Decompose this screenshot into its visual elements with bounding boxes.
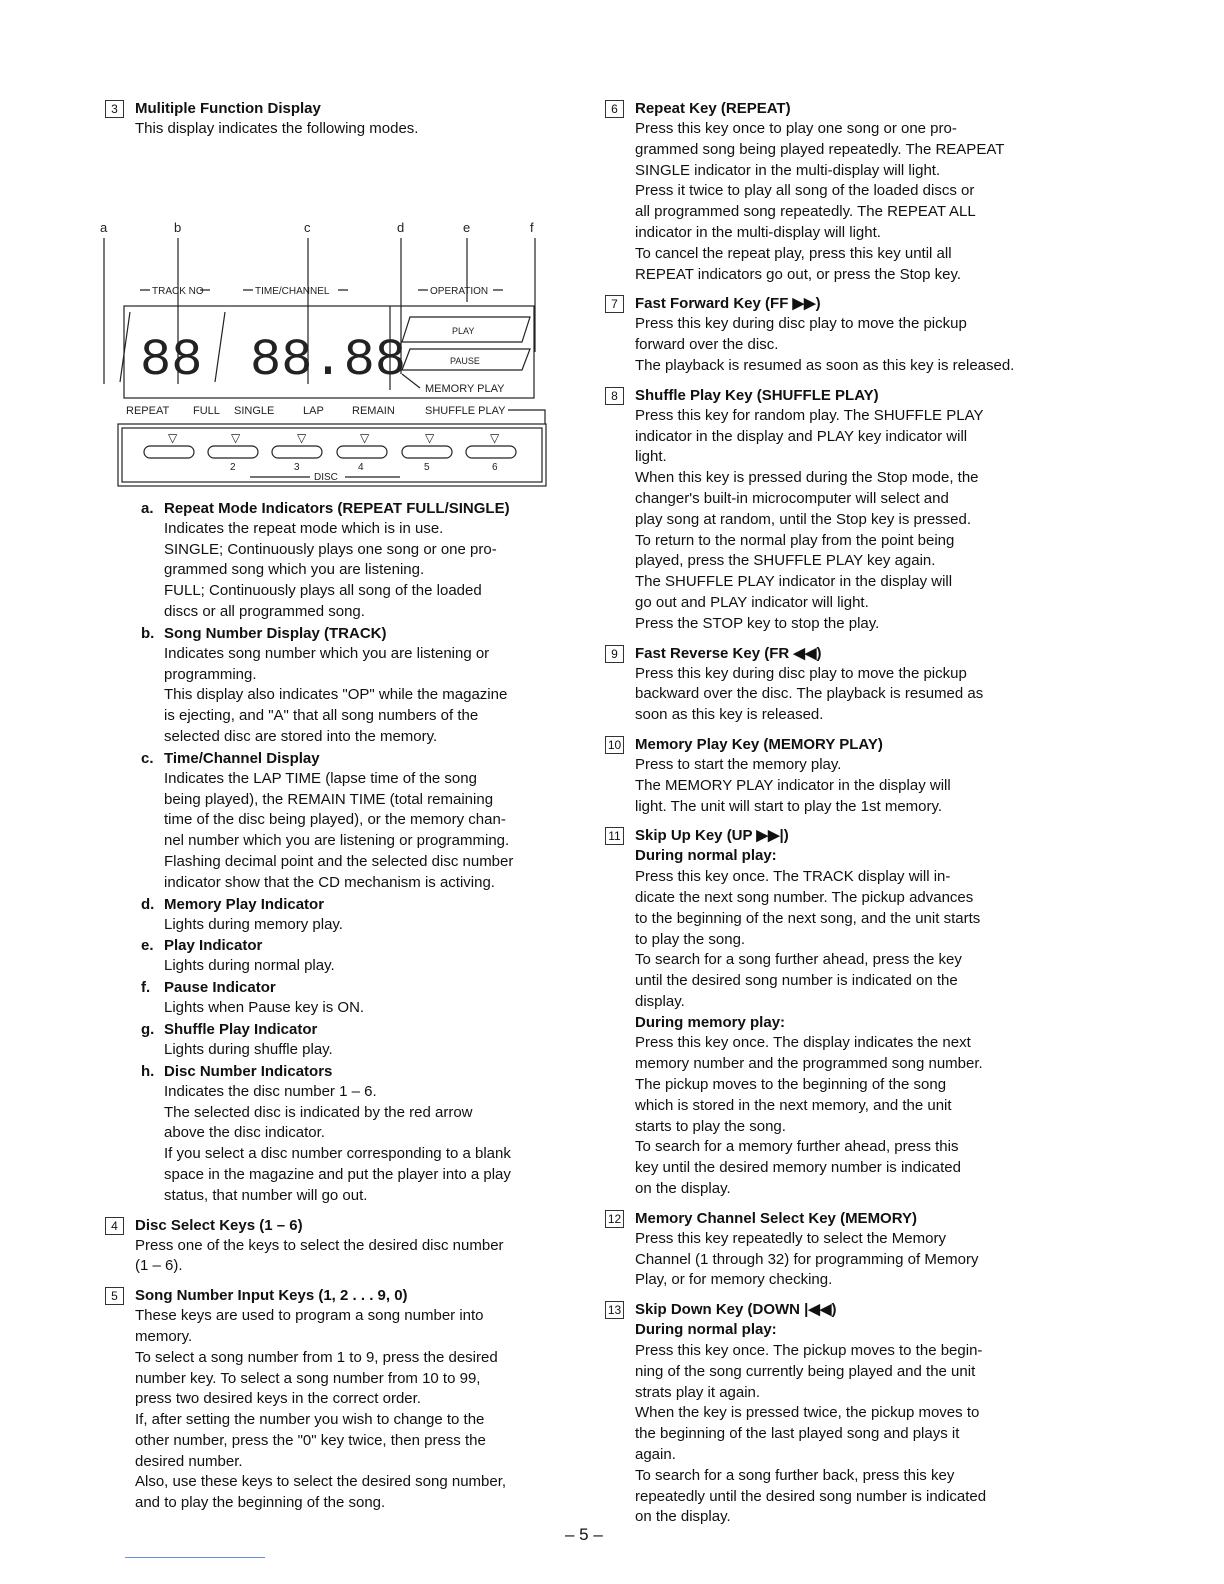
body-text-line: The SHUFFLE PLAY indicator in the display will (635, 573, 953, 591)
indicator-text-line: being played), the REMAIN TIME (total remaining (164, 790, 494, 808)
body-text-line: memory. (135, 1327, 193, 1345)
section-title: Memory Channel Select Key (MEMORY) (635, 1209, 918, 1227)
body-text-line: on the display. (635, 1180, 731, 1198)
section-6-heading (605, 98, 1065, 119)
body-text-line: press two desired keys in the correct order. (135, 1390, 421, 1408)
indicator-title: Song Number Display (TRACK) (164, 624, 387, 642)
body-text-line: Press this key for random play. The SHUFFLE PLAY (635, 406, 984, 424)
section-8-heading (605, 385, 1065, 406)
body-text-line: on the display. (635, 1508, 731, 1526)
disc-arrow-5: ▽ (425, 430, 435, 445)
disc-arrow-2: ▽ (231, 430, 241, 445)
section-title: Mulitiple Function Display (135, 100, 321, 117)
indicator-text-line: time of the disc being played), or the memory chan- (164, 811, 506, 829)
indicator-item-heading (141, 1019, 575, 1040)
section-title: Song Number Input Keys (1, 2 . . . 9, 0) (135, 1287, 408, 1305)
section-number-box: 6 (605, 100, 624, 118)
label-track-no: TRACK NO (152, 285, 204, 297)
section-12-heading (605, 1208, 1065, 1229)
indicator-item-heading (141, 977, 575, 998)
indicator-title: Pause Indicator (164, 979, 276, 997)
indicator-item-heading (141, 748, 575, 769)
indicator-title: Play Indicator (164, 937, 263, 955)
section-4-body (105, 1236, 575, 1278)
subheading-line: During normal play: (635, 847, 777, 865)
indicator-text-line: programming. (164, 665, 257, 683)
body-text-line: These keys are used to program a song number into (135, 1307, 484, 1325)
section-5-heading (105, 1285, 575, 1306)
section-gap (605, 817, 1065, 825)
indicator-text-line: space in the magazine and put the player into a play (164, 1165, 511, 1183)
body-text-line: Also, use these keys to select the desired song number, (135, 1473, 507, 1491)
display-diagram (100, 152, 560, 492)
section-number-box: 12 (605, 1210, 624, 1228)
body-text-line: REPEAT indicators go out, or press the Stop key. (635, 265, 961, 283)
label-shuffle-play: SHUFFLE PLAY (425, 404, 506, 417)
section-gap (605, 1200, 1065, 1208)
indicator-text-line: discs or all programmed song. (164, 602, 365, 620)
indicator-text-line: Indicates the repeat mode which is in use. (164, 519, 444, 537)
section-title: Shuffle Play Key (SHUFFLE PLAY) (635, 386, 879, 404)
body-text-line: The playback is resumed as soon as this key is released. (635, 356, 1015, 374)
body-text-line: go out and PLAY indicator will light. (635, 593, 869, 611)
body-text-line: to the beginning of the next song, and the unit starts (635, 909, 981, 927)
body-text-line: To search for a song further ahead, press the key (635, 951, 962, 969)
section-11-heading (605, 825, 1065, 846)
indicator-text-line: If you select a disc number corresponding to a blank (164, 1145, 511, 1163)
section-number-box: 5 (105, 1287, 124, 1305)
indicator-text-line: above the disc indicator. (164, 1124, 325, 1142)
indicator-letter: f. (141, 979, 151, 997)
label-full: FULL (193, 404, 220, 417)
body-text-line: repeatedly until the desired song number is indicated (635, 1487, 987, 1505)
section-title: Memory Play Key (MEMORY PLAY) (635, 735, 883, 753)
time-digits: 88.88 (250, 330, 407, 390)
indicator-text-line: selected disc are stored into the memory. (164, 727, 438, 745)
body-text-line: number key. To select a song number from 10 to 99, (135, 1369, 481, 1387)
page-number: – 5 – (565, 1525, 603, 1544)
pause-indicator: PAUSE (450, 355, 480, 366)
label-remain: REMAIN (352, 404, 395, 417)
section-number-box: 8 (605, 387, 624, 405)
disc-label: DISC (314, 471, 338, 483)
callout-b: b (174, 219, 182, 235)
indicator-item-heading (141, 1061, 575, 1082)
body-text-line: light. (635, 448, 667, 466)
section-number-box: 13 (605, 1301, 624, 1319)
body-text-line: If, after setting the number you wish to change to the (135, 1411, 485, 1429)
callout-e: e (463, 219, 471, 235)
indicator-item-heading (141, 623, 575, 644)
body-text-line: soon as this key is released. (635, 706, 824, 724)
body-text-line: indicator in the display and PLAY key indicator will (635, 427, 968, 445)
disc-arrow-1: ▽ (168, 430, 178, 445)
body-text-line: Press this key during disc play to move the pickup (635, 315, 967, 333)
subheading-line: During normal play: (635, 1321, 777, 1339)
indicator-title: Time/Channel Display (164, 749, 320, 767)
body-text-line: grammed song being played repeatedly. The REAPEAT (635, 140, 1005, 158)
indicator-letter: d. (141, 895, 155, 913)
body-text-line: memory number and the programmed song number. (635, 1055, 983, 1073)
indicator-text-line: Indicates song number which you are listening or (164, 644, 490, 662)
body-text-line: starts to play the song. (635, 1117, 786, 1135)
body-text-line: again. (635, 1446, 676, 1464)
section-4-heading (105, 1215, 575, 1236)
body-text-line: To return to the normal play from the point being (635, 531, 955, 549)
body-text-line: indicator in the multi-display will light. (635, 223, 881, 241)
section-title: Skip Up Key (UP ▶▶|) (635, 827, 789, 845)
body-text-line: played, press the SHUFFLE PLAY key again. (635, 552, 936, 570)
indicator-title: Disc Number Indicators (164, 1062, 333, 1080)
indicator-letter: c. (141, 749, 154, 767)
body-text-line: Press this key once. The display indicates the next (635, 1034, 971, 1052)
indicator-text-line: Lights during normal play. (164, 957, 335, 975)
callout-c: c (304, 219, 311, 235)
section-gap (605, 285, 1065, 293)
disc-indicators (144, 431, 516, 483)
body-text-line: Press this key repeatedly to select the Memory (635, 1229, 946, 1247)
section-gap (605, 635, 1065, 643)
body-text-line: play song at random, until the Stop key is pressed. (635, 510, 972, 528)
body-text-line: Press one of the keys to select the desired disc number (135, 1236, 504, 1254)
body-text-line: To search for a song further back, press this key (635, 1466, 955, 1484)
indicator-text-line: FULL; Continuously plays all song of the loaded (164, 582, 482, 600)
indicator-text-line: Lights during memory play. (164, 915, 343, 933)
body-text-line: the beginning of the last played song and plays it (635, 1425, 960, 1443)
body-text-line: light. The unit will start to play the 1st memory. (635, 797, 943, 815)
indicator-text-line: The selected disc is indicated by the red arrow (164, 1103, 473, 1121)
track-digits: 88 (140, 330, 203, 390)
section-title: Fast Reverse Key (FR ◀◀) (635, 644, 822, 662)
section-number-box: 3 (105, 100, 124, 118)
section-number-box: 11 (605, 827, 624, 845)
body-text-line: Press this key during disc play to move the pickup (635, 664, 967, 682)
body-text-line: (1 – 6). (135, 1257, 183, 1275)
body-text-line: key until the desired memory number is indicated (635, 1159, 961, 1177)
indicator-item-heading (141, 498, 575, 519)
memory-play-indicator: MEMORY PLAY (425, 382, 505, 395)
section-13-heading (605, 1299, 1065, 1320)
section-10-heading (605, 734, 1065, 755)
disc-number-2: 2 (230, 461, 236, 473)
left-column (100, 98, 575, 1514)
section-title: Repeat Key (REPEAT) (635, 100, 791, 117)
label-operation: OPERATION (430, 285, 489, 297)
label-repeat: REPEAT (126, 404, 170, 417)
body-text-line: and to play the beginning of the song. (135, 1494, 386, 1512)
section-title: Fast Forward Key (FF ▶▶) (635, 295, 821, 313)
indicator-text-line: This display also indicates "OP" while the magazine (164, 686, 508, 704)
body-text-line: forward over the disc. (635, 336, 779, 354)
section-9-heading (605, 643, 1065, 664)
body-text-line: To search for a memory further ahead, press this (635, 1138, 959, 1156)
disc-number-6: 6 (492, 461, 498, 473)
body-text-line: dicate the next song number. The pickup advances (635, 888, 974, 906)
indicator-text-line: nel number which you are listening or programming. (164, 832, 510, 850)
indicator-letter: e. (141, 937, 154, 955)
indicator-text-line: Indicates the LAP TIME (lapse time of the song (164, 769, 477, 787)
body-text-line: Press to start the memory play. (635, 755, 842, 773)
section-number-box: 9 (605, 645, 624, 663)
subheading-line: During memory play: (635, 1013, 786, 1031)
body-text-line: changer's built-in microcomputer will select and (635, 489, 949, 507)
indicator-text-line: Indicates the disc number 1 – 6. (164, 1082, 377, 1100)
body-text-line: ning of the song currently being played and the unit (635, 1362, 976, 1380)
body-text-line: strats play it again. (635, 1383, 761, 1401)
section-gap (605, 1291, 1065, 1299)
body-text-line: Press this key once to play one song or one pro- (635, 120, 957, 137)
body-text-line: Press the STOP key to stop the play. (635, 614, 880, 632)
disc-number-4: 4 (358, 461, 364, 473)
body-text-line: Press this key once. The pickup moves to the begin- (635, 1342, 983, 1360)
body-text-line: To cancel the repeat play, press this key until all (635, 244, 952, 262)
callout-d: d (397, 219, 405, 235)
body-text-line: When the key is pressed twice, the pickup moves to (635, 1404, 980, 1422)
indicator-text-line: grammed song which you are listening. (164, 561, 425, 579)
indicator-letter: a. (141, 499, 154, 517)
indicator-text-line: is ejecting, and "A" that all song numbers of the (164, 707, 479, 725)
body-text-line: Channel (1 through 32) for programming of Memory (635, 1250, 979, 1268)
indicator-letter: b. (141, 624, 155, 642)
display-diagram-svg (100, 152, 560, 492)
body-text-line: display. (635, 992, 685, 1010)
section-gap (605, 377, 1065, 385)
indicator-title: Memory Play Indicator (164, 895, 325, 913)
indicator-text-line: Lights when Pause key is ON. (164, 999, 365, 1017)
section-number-box: 10 (605, 736, 624, 754)
body-text-line: Play, or for memory checking. (635, 1271, 833, 1289)
body-text-line: all programmed song repeatedly. The REPEAT ALL (635, 203, 976, 221)
disc-number-5: 5 (424, 461, 430, 473)
body-text-line: backward over the disc. The playback is resumed as (635, 685, 984, 703)
body-text-line: To select a song number from 1 to 9, press the desired (135, 1348, 498, 1366)
indicator-letter: h. (141, 1062, 155, 1080)
indicator-item-heading (141, 935, 575, 956)
body-text-line: desired number. (135, 1452, 243, 1470)
callout-f: f (530, 219, 534, 235)
body-text-line: The MEMORY PLAY indicator in the display will (635, 776, 951, 794)
body-text-line: other number, press the "0" key twice, then press the (135, 1431, 486, 1449)
section-title: Skip Down Key (DOWN |◀◀) (635, 1301, 837, 1319)
body-text-line: to play the song. (635, 930, 746, 948)
indicator-text-line: Flashing decimal point and the selected disc number (164, 852, 514, 870)
indicator-text-line: indicator show that the CD mechanism is activing. (164, 873, 495, 891)
disc-arrow-6: ▽ (490, 430, 500, 445)
right-column (605, 98, 1065, 1528)
indicator-text-line: SINGLE; Continuously plays one song or one pro- (164, 540, 497, 558)
label-lap: LAP (303, 404, 324, 417)
body-text-line: The pickup moves to the beginning of the song (635, 1076, 947, 1094)
section-number-box: 4 (105, 1217, 124, 1235)
play-indicator: PLAY (452, 325, 475, 336)
section-3-intro: This display indicates the following modes. (135, 120, 419, 137)
disc-number-3: 3 (294, 461, 300, 473)
label-single: SINGLE (234, 404, 275, 417)
indicator-title: Repeat Mode Indicators (REPEAT FULL/SINGLE) (164, 499, 510, 517)
section-7-heading (605, 293, 1065, 314)
disc-arrow-4: ▽ (360, 430, 370, 445)
callout-a: a (100, 219, 108, 235)
section-gap (605, 726, 1065, 734)
body-text-line: SINGLE indicator in the multi-display will light. (635, 161, 941, 179)
body-text-line: until the desired song number is indicated on the (635, 972, 958, 990)
body-text-line: Press it twice to play all song of the loaded discs or (635, 182, 975, 200)
body-text-line: which is stored in the next memory, and the unit (635, 1096, 952, 1114)
section-title: Disc Select Keys (1 – 6) (135, 1216, 303, 1234)
section-3-heading (105, 98, 575, 119)
body-text-line: When this key is pressed during the Stop mode, the (635, 469, 979, 487)
label-time-channel: TIME/CHANNEL (255, 285, 330, 297)
section-number-box: 7 (605, 295, 624, 313)
disc-arrow-3: ▽ (297, 430, 307, 445)
indicator-list (141, 498, 575, 1207)
footer-rule (125, 1557, 265, 1558)
section-5-body (105, 1306, 575, 1514)
indicator-title: Shuffle Play Indicator (164, 1020, 318, 1038)
indicator-text-line: Lights during shuffle play. (164, 1040, 333, 1058)
body-text-line: Press this key once. The TRACK display will in- (635, 868, 951, 886)
indicator-text-line: status, that number will go out. (164, 1186, 368, 1204)
indicator-letter: g. (141, 1020, 155, 1038)
indicator-item-heading (141, 894, 575, 915)
